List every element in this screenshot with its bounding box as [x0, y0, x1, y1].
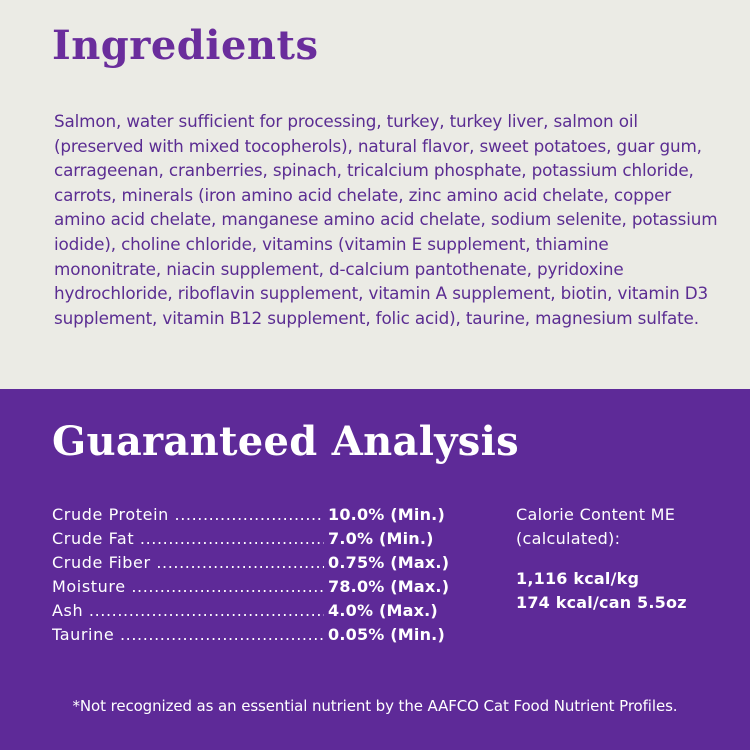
analysis-row-name: Crude Protein ..... — [52, 503, 324, 527]
calorie-value-per-kg: 1,116 kcal/kg — [516, 569, 640, 588]
calorie-heading-line: Calorie Content ME — [516, 505, 676, 524]
analysis-row-name: Crude Fiber ..... — [52, 551, 324, 575]
analysis-row-value: 4.0% (Max.) — [328, 601, 438, 620]
analysis-row-name: Crude Fat ..... — [52, 527, 324, 551]
analysis-row-taurine — [52, 623, 452, 647]
calorie-heading-line: (calculated): — [516, 529, 621, 548]
analysis-row-value: 78.0% (Max.) — [328, 577, 450, 596]
calorie-content — [516, 503, 687, 615]
ingredients-list: Salmon, water sufficient for processing, turkey, turkey liver, salmon oil (preserved with mixed tocopherols), natural flavor, sweet potatoes, guar gum, carrageenan, cranberries, spinach, tricalcium phosphate, potassium chloride, carrots, minerals (iron amino acid chelate, zinc amino acid chelate, copper amino acid chelate, manganese amino acid chelate, sodium selenite, potassium iodide), choline chloride, vitamins (vitamin E supplement, thiamine mononitrate, niacin supplement, d-calcium pantothenate, pyridoxine hydrochloride, riboflavin supplement, vitamin A supplement, biotin, vitamin D3 supplement, vitamin B12 supplement, folic acid), taurine, magnesium sulfate. — [54, 111, 718, 328]
aafco-footnote: *Not recognized as an essential nutrient by the AAFCO Cat Food Nutrient Profiles. — [72, 697, 678, 715]
calorie-heading — [516, 503, 687, 551]
analysis-row-ash — [52, 599, 452, 623]
guaranteed-analysis-title: Guaranteed Analysis — [52, 418, 519, 465]
analysis-row-moisture — [52, 575, 452, 599]
analysis-row-crude-fat — [52, 527, 452, 551]
analysis-row-name: Moisture ..... — [52, 575, 324, 599]
analysis-row-name: Ash ..... — [52, 599, 324, 623]
ingredients-title: Ingredients — [52, 22, 319, 69]
analysis-row-value: 7.0% (Min.) — [328, 529, 434, 548]
analysis-row-value: 0.75% (Max.) — [328, 553, 450, 572]
calorie-values — [516, 567, 687, 615]
analysis-row-crude-fiber — [52, 551, 452, 575]
calorie-value-per-can: 174 kcal/can 5.5oz — [516, 593, 687, 612]
analysis-table — [52, 503, 452, 647]
analysis-row-crude-protein — [52, 503, 452, 527]
analysis-row-value: 10.0% (Min.) — [328, 505, 445, 524]
analysis-row-value: 0.05% (Min.) — [328, 625, 445, 644]
analysis-row-name: Taurine ..... — [52, 623, 324, 647]
